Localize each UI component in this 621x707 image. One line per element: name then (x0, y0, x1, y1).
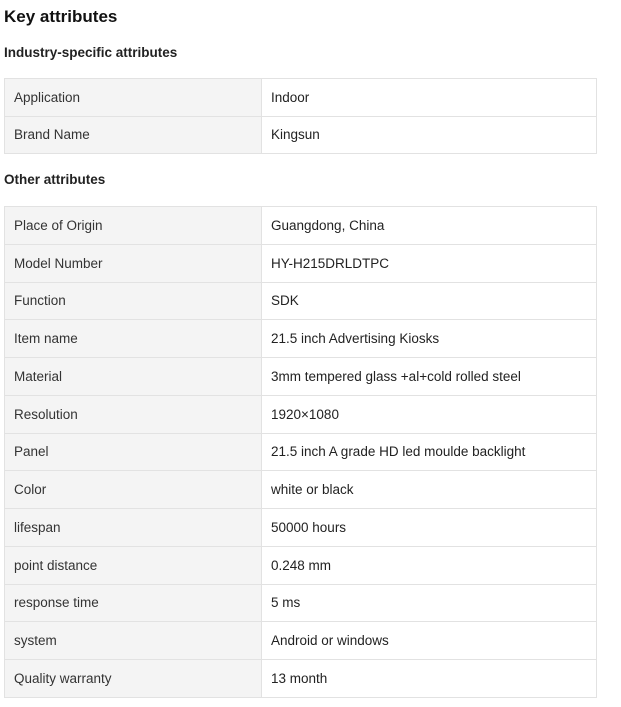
attribute-value: Guangdong, China (262, 207, 597, 245)
attribute-row (5, 79, 597, 117)
attribute-name: Panel (5, 433, 262, 471)
attribute-value: Android or windows (262, 622, 597, 660)
attribute-name: lifespan (5, 509, 262, 547)
attribute-value: HY-H215DRLDTPC (262, 244, 597, 282)
attribute-value: 1920×1080 (262, 395, 597, 433)
attribute-value: Indoor (262, 79, 597, 117)
attribute-value: Kingsun (262, 116, 597, 154)
attribute-name: Function (5, 282, 262, 320)
attribute-row (5, 471, 597, 509)
attribute-row (5, 116, 597, 154)
attribute-row (5, 509, 597, 547)
other-attributes-table (4, 206, 597, 698)
industry-attributes-table (4, 78, 597, 154)
attribute-name: Model Number (5, 244, 262, 282)
attribute-name: Application (5, 79, 262, 117)
attribute-row (5, 244, 597, 282)
attribute-name: Material (5, 358, 262, 396)
attribute-name: Color (5, 471, 262, 509)
attribute-row (5, 584, 597, 622)
attribute-name: Item name (5, 320, 262, 358)
attribute-value: SDK (262, 282, 597, 320)
attribute-name: Resolution (5, 395, 262, 433)
attribute-value: 3mm tempered glass +al+cold rolled steel (262, 358, 597, 396)
page-title: Key attributes (4, 7, 118, 26)
attribute-value: 50000 hours (262, 509, 597, 547)
attribute-row (5, 546, 597, 584)
attribute-value: 5 ms (262, 584, 597, 622)
attribute-row (5, 622, 597, 660)
attribute-row (5, 282, 597, 320)
attribute-value: white or black (262, 471, 597, 509)
industry-attributes-heading: Industry-specific attributes (4, 45, 178, 60)
attribute-name: Quality warranty (5, 660, 262, 698)
attribute-row (5, 395, 597, 433)
attribute-value: 13 month (262, 660, 597, 698)
attribute-row (5, 433, 597, 471)
attribute-name: response time (5, 584, 262, 622)
attribute-value: 21.5 inch A grade HD led moulde backlight (262, 433, 597, 471)
attribute-value: 0.248 mm (262, 546, 597, 584)
attribute-name: Brand Name (5, 116, 262, 154)
attribute-row (5, 660, 597, 698)
attribute-name: point distance (5, 546, 262, 584)
attribute-value: 21.5 inch Advertising Kiosks (262, 320, 597, 358)
attribute-name: system (5, 622, 262, 660)
attribute-name: Place of Origin (5, 207, 262, 245)
attribute-row (5, 358, 597, 396)
other-attributes-heading: Other attributes (4, 172, 106, 187)
attribute-row (5, 207, 597, 245)
attribute-row (5, 320, 597, 358)
